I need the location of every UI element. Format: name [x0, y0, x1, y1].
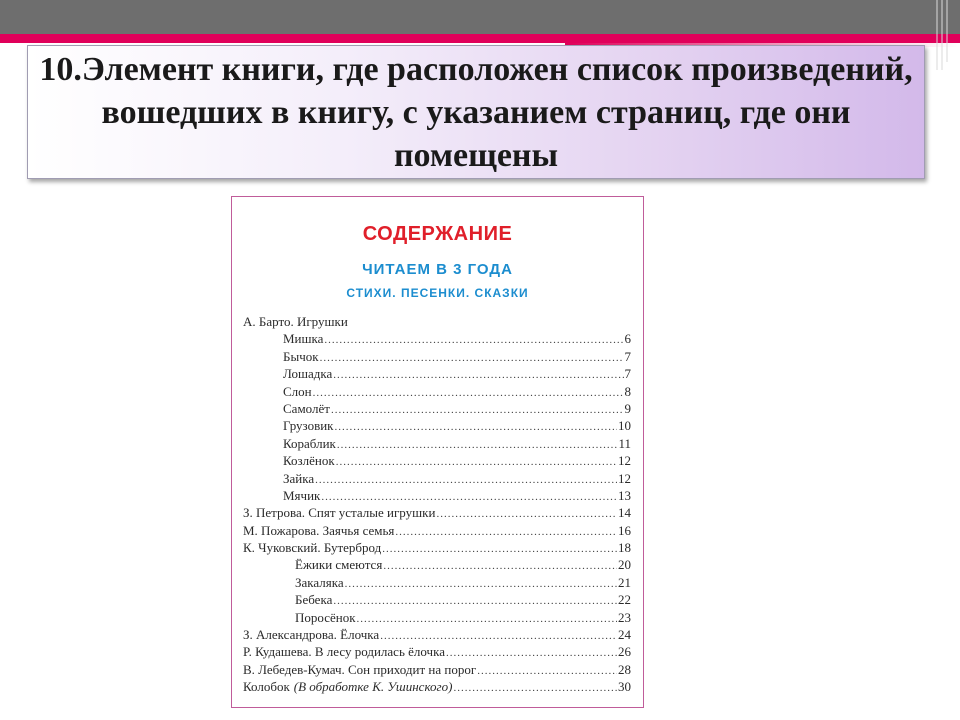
toc-leader-dots: [324, 332, 623, 349]
book-subtitle-genres: СТИХИ. ПЕСЕНКИ. СКАЗКИ: [346, 286, 529, 300]
toc-leader-dots: [383, 558, 617, 575]
table-of-contents: [243, 313, 631, 696]
toc-entry: [243, 609, 631, 626]
toc-page-number: 12: [618, 453, 631, 469]
toc-entry: [243, 522, 631, 539]
toc-entry: [243, 400, 631, 417]
toc-entry-title: Бычок: [283, 348, 319, 364]
toc-entry: [243, 383, 631, 400]
toc-entry: [243, 365, 631, 382]
toc-entry: [243, 330, 631, 347]
toc-page-number: 13: [618, 487, 631, 503]
toc-entry-title: Ёжики смеются: [295, 557, 383, 573]
toc-entry-title: Поросёнок: [295, 609, 356, 625]
top-pink-stripe: [0, 34, 960, 43]
toc-page-number: 7: [624, 348, 631, 364]
toc-page-number: 16: [618, 522, 631, 538]
book-subtitle: ЧИТАЕМ В 3 ГОДА: [362, 261, 513, 278]
toc-entry: [243, 591, 631, 608]
toc-entry-note: (В обработке К. Ушинского): [293, 679, 453, 695]
toc-entry-title: Р. Кудашева. В лесу родилась ёлочка: [243, 644, 445, 660]
toc-entry: [243, 313, 631, 330]
toc-entry: [243, 539, 631, 556]
toc-entry: [243, 626, 631, 643]
toc-entry: [243, 417, 631, 434]
toc-entry-title: Грузовик: [283, 418, 334, 434]
toc-entry-title: З. Петрова. Спят усталые игрушки: [243, 505, 436, 521]
toc-entry-title: К. Чуковский. Бутерброд: [243, 540, 382, 556]
toc-entry: [243, 452, 631, 469]
toc-entry-title: Мишка: [283, 331, 324, 347]
toc-leader-dots: [313, 385, 624, 402]
toc-leader-dots: [335, 419, 618, 436]
toc-leader-dots: [436, 506, 617, 523]
toc-leader-dots: [477, 663, 617, 680]
toc-entry-title: Бебека: [295, 592, 333, 608]
toc-entry-title: Слон: [283, 383, 312, 399]
toc-entry: [243, 643, 631, 660]
toc-entry: [243, 678, 631, 695]
toc-page-number: 8: [624, 383, 631, 399]
toc-entry: [243, 348, 631, 365]
book-contents-page: [231, 196, 644, 708]
toc-page-number: 9: [624, 400, 631, 416]
toc-leader-dots: [315, 472, 617, 489]
toc-leader-dots: [337, 437, 618, 454]
toc-page-number: 11: [618, 435, 631, 451]
toc-page-number: 21: [618, 574, 631, 590]
toc-page-number: 14: [618, 505, 631, 521]
toc-entry-title: Зайка: [283, 470, 315, 486]
toc-leader-dots: [345, 576, 617, 593]
toc-entry-title: М. Пожарова. Заячья семья: [243, 522, 395, 538]
toc-page-number: 12: [618, 470, 631, 486]
toc-entry-title: Козлёнок: [283, 453, 335, 469]
toc-entry-title: З. Александрова. Ёлочка: [243, 627, 380, 643]
toc-leader-dots: [382, 541, 617, 558]
decorative-lines: [934, 0, 952, 70]
toc-entry: [243, 470, 631, 487]
slide-title: 10.Элемент книги, где расположен список произведений, вошедших в книгу, с указанием страниц, где они помещены: [39, 51, 913, 174]
toc-page-number: 26: [618, 644, 631, 660]
toc-entry: [243, 574, 631, 591]
toc-entry-title: В. Лебедев-Кумач. Сон приходит на порог: [243, 661, 477, 677]
toc-leader-dots: [331, 402, 624, 419]
toc-leader-dots: [320, 350, 624, 367]
toc-page-number: 23: [618, 609, 631, 625]
slide-title-box: [27, 45, 925, 179]
toc-page-number: 30: [618, 679, 631, 695]
toc-entry: [243, 661, 631, 678]
toc-page-number: 6: [624, 331, 631, 347]
toc-entry-title: А. Барто. Игрушки: [243, 314, 348, 329]
toc-leader-dots: [453, 680, 617, 697]
contents-heading: СОДЕРЖАНИЕ: [362, 223, 513, 245]
toc-entry-title: Лошадка: [283, 366, 333, 382]
top-gray-bar: [0, 0, 960, 34]
toc-entry-title: Закаляка: [295, 574, 344, 590]
toc-leader-dots: [357, 611, 617, 628]
toc-page-number: 24: [618, 627, 631, 643]
toc-page-number: 28: [618, 661, 631, 677]
toc-entry-title: Мячик: [283, 487, 321, 503]
toc-entry: [243, 435, 631, 452]
toc-page-number: 22: [618, 592, 631, 608]
toc-entry-title: Колобок: [243, 679, 290, 695]
toc-entry: [243, 556, 631, 573]
toc-entry-title: Кораблик: [283, 435, 336, 451]
toc-leader-dots: [336, 454, 617, 471]
toc-leader-dots: [333, 593, 617, 610]
toc-entry: [243, 504, 631, 521]
toc-page-number: 7: [624, 366, 631, 382]
toc-page-number: 20: [618, 557, 631, 573]
toc-page-number: 10: [618, 418, 631, 434]
toc-leader-dots: [333, 367, 623, 384]
toc-entry: [243, 487, 631, 504]
toc-page-number: 18: [618, 540, 631, 556]
toc-entry-title: Самолёт: [283, 400, 330, 416]
toc-leader-dots: [395, 524, 617, 541]
